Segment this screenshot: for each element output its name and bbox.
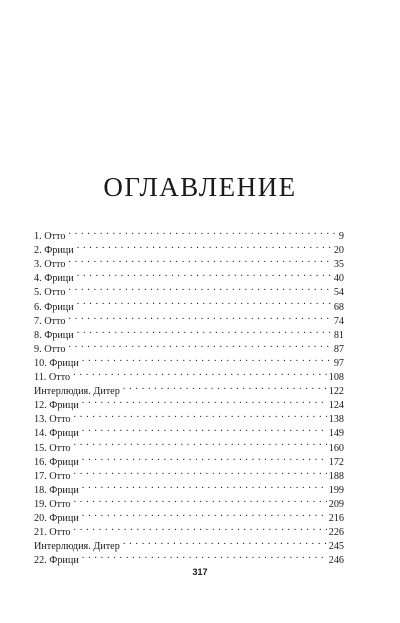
- toc-entry: [34, 295, 344, 313]
- toc-entry-title: 6. Фрици: [34, 301, 74, 313]
- dot-leader: [74, 239, 332, 253]
- toc-entry-title: 14. Фрици: [34, 428, 79, 440]
- toc-entry-page: 40: [332, 272, 344, 286]
- toc-entry-page: 97: [332, 357, 344, 371]
- toc-entry-title: 2. Фрици: [34, 245, 74, 257]
- toc-entry: [34, 310, 344, 327]
- toc-entry-page: 74: [332, 315, 344, 329]
- toc-entry: [34, 324, 344, 341]
- dot-leader: [79, 451, 327, 465]
- toc-entry-title: Интерлюдия. Дитер: [34, 386, 120, 398]
- toc-entry: [34, 366, 344, 384]
- dot-leader: [71, 465, 327, 479]
- toc-entry: [34, 535, 344, 553]
- toc-entry-page: 87: [332, 343, 344, 357]
- toc-entry-page: 216: [327, 512, 344, 526]
- page-number: 317: [192, 567, 208, 577]
- dot-leader: [120, 535, 327, 549]
- toc-entry-title: 17. Отто: [34, 470, 71, 482]
- toc-entry-title: 5. Отто: [34, 287, 66, 299]
- toc-entry: [34, 521, 344, 539]
- toc-entry: [34, 493, 344, 510]
- toc-entry-title: 13. Отто: [34, 414, 71, 426]
- toc-entry-page: 199: [327, 484, 344, 498]
- toc-entry-page: 68: [332, 301, 344, 315]
- toc-entry-page: 9: [337, 230, 344, 244]
- toc-entry: [34, 408, 344, 426]
- dot-leader: [65, 225, 336, 239]
- toc-entry: [34, 549, 344, 567]
- toc-entry-page: 209: [327, 498, 344, 512]
- toc-entry-title: 16. Фрици: [34, 456, 79, 468]
- toc-entry-title: 19. Отто: [34, 498, 71, 510]
- dot-leader: [65, 281, 331, 295]
- dot-leader: [74, 295, 332, 309]
- toc-entry-page: 138: [327, 413, 344, 427]
- toc-entry-page: 108: [327, 371, 344, 385]
- dot-leader: [79, 507, 327, 521]
- dot-leader: [71, 521, 327, 535]
- dot-leader: [65, 310, 331, 324]
- dot-leader: [79, 352, 332, 366]
- page-title: ОГЛАВЛЕНИЕ: [103, 172, 297, 202]
- toc-entry: [34, 239, 344, 257]
- dot-leader: [120, 380, 327, 394]
- toc-entry: [34, 338, 344, 355]
- dot-leader: [74, 267, 332, 281]
- dot-leader: [79, 422, 327, 436]
- toc-entry: [34, 380, 344, 398]
- toc-entry: [34, 465, 344, 482]
- toc-entry-title: 22. Фрици: [34, 555, 79, 567]
- toc-entry-title: 12. Фрици: [34, 400, 79, 412]
- toc-entry-page: 226: [327, 526, 344, 540]
- toc-entry-title: 15. Отто: [34, 442, 71, 454]
- toc-entry-page: 124: [327, 399, 344, 413]
- toc-entry-title: 11. Отто: [34, 372, 71, 384]
- toc-entry-title: 7. Отто: [34, 315, 66, 327]
- toc-entry-title: 4. Фрици: [34, 273, 74, 285]
- toc-entry-page: 149: [327, 427, 344, 441]
- toc-entry-title: 1. Отто: [34, 231, 66, 243]
- dot-leader: [65, 253, 331, 267]
- toc-entry: [34, 436, 344, 454]
- toc-entry: [34, 352, 344, 369]
- toc-entry: [34, 451, 344, 468]
- toc-entry: [34, 281, 344, 299]
- dot-leader: [65, 338, 331, 352]
- toc-entry-title: 21. Отто: [34, 527, 71, 539]
- dot-leader: [71, 493, 327, 507]
- toc-entry-title: Интерлюдия. Дитер: [34, 541, 120, 553]
- dot-leader: [79, 549, 327, 563]
- dot-leader: [79, 479, 327, 493]
- toc-entry: [34, 253, 344, 271]
- toc-entry-title: 18. Фрици: [34, 484, 79, 496]
- toc-entry-title: 9. Отто: [34, 343, 66, 355]
- toc-entry-page: 35: [332, 258, 344, 272]
- toc-entry-title: 8. Фрици: [34, 329, 74, 341]
- toc-entry: [34, 267, 344, 285]
- dot-leader: [71, 436, 327, 450]
- dot-leader: [70, 366, 327, 380]
- toc-entry-page: 122: [327, 385, 344, 399]
- toc-entry-title: 10. Фрици: [34, 357, 79, 369]
- toc-entry-page: 54: [332, 286, 344, 300]
- toc-entry-page: 81: [332, 329, 344, 343]
- toc-entry-page: 246: [327, 554, 344, 568]
- toc-entry-title: 3. Отто: [34, 259, 66, 271]
- dot-leader: [79, 394, 327, 408]
- toc-entry-title: 20. Фрици: [34, 512, 79, 524]
- dot-leader: [71, 408, 327, 422]
- toc-entry: [34, 507, 344, 524]
- table-of-contents: [34, 225, 344, 567]
- toc-entry-page: 160: [327, 442, 344, 456]
- toc-entry: [34, 479, 344, 496]
- dot-leader: [74, 324, 332, 338]
- toc-entry: [34, 422, 344, 440]
- toc-entry: [34, 394, 344, 412]
- toc-entry-page: 188: [327, 470, 344, 484]
- toc-entry-page: 172: [327, 456, 344, 470]
- toc-entry: [34, 225, 344, 243]
- toc-entry-page: 245: [327, 540, 344, 554]
- toc-entry-page: 20: [332, 244, 344, 258]
